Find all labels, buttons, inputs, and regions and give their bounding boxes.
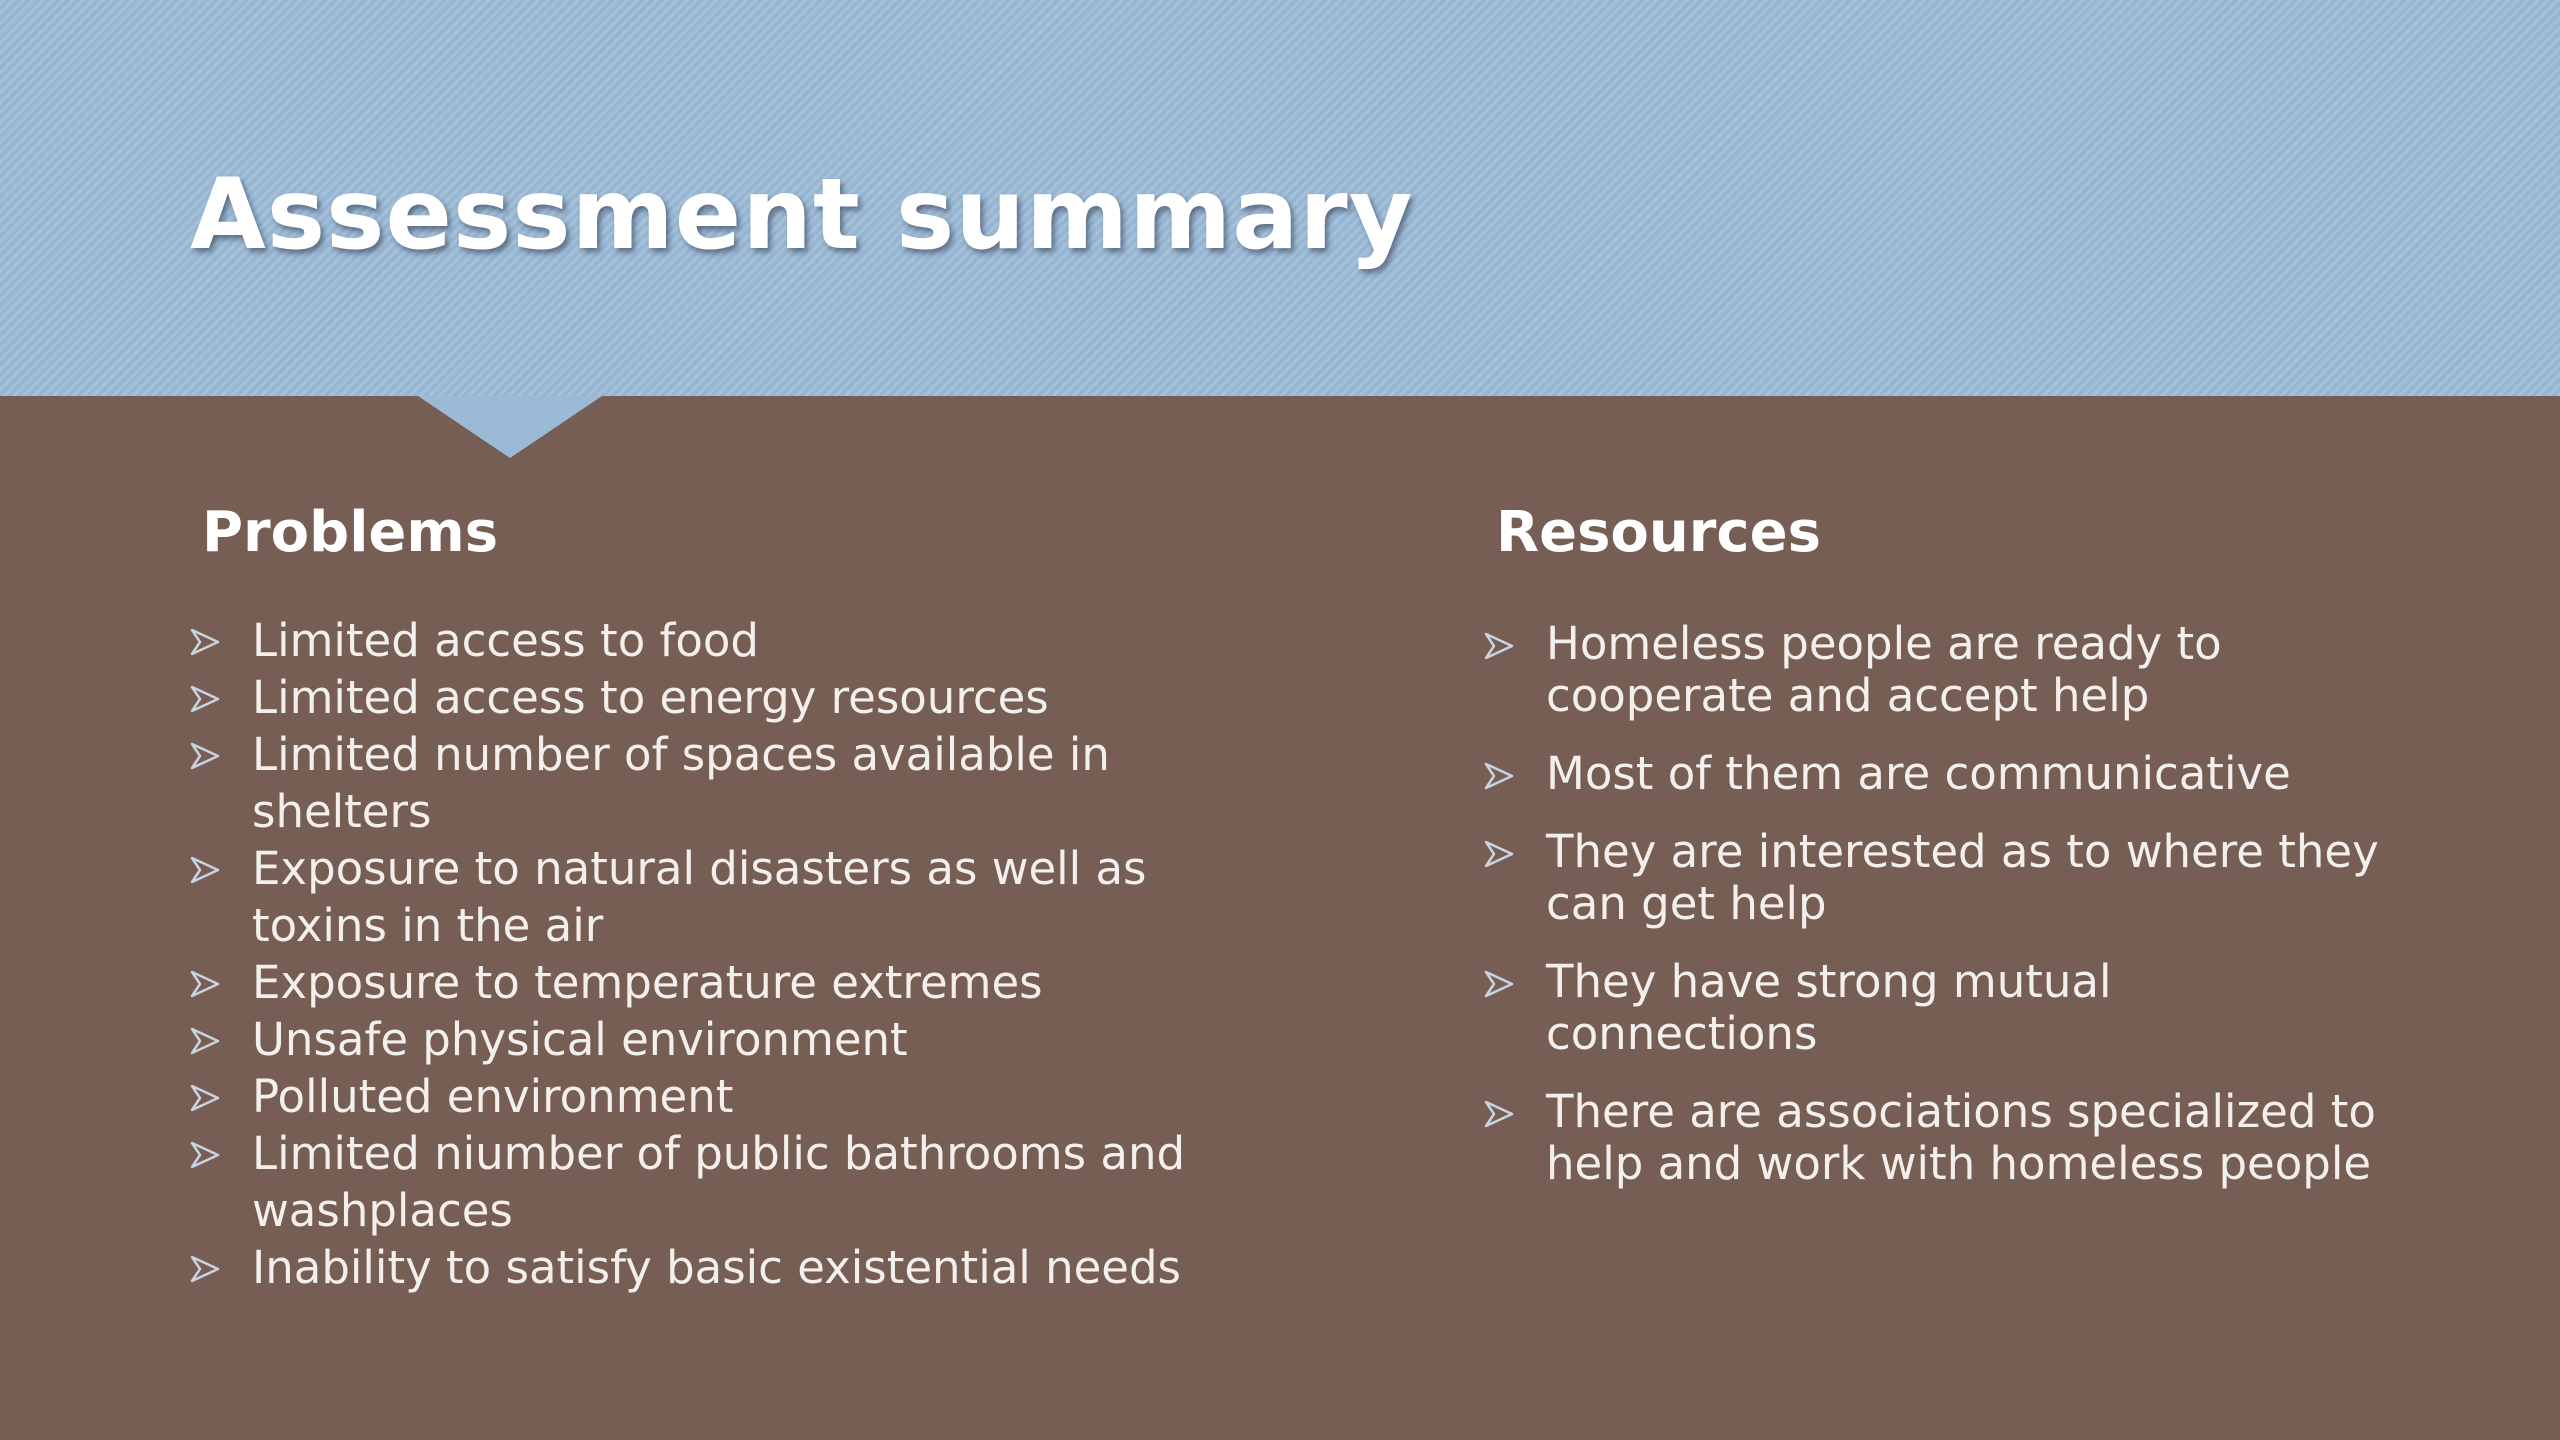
arrowhead-bullet-icon [190,1027,220,1055]
arrowhead-bullet-icon [1484,632,1514,660]
problem-item-text: Limited access to energy resources [252,671,1049,724]
resource-item-text: They have strong mutual connections [1546,955,2112,1060]
banner-notch [418,396,602,458]
arrowhead-bullet-icon [190,1255,220,1283]
arrowhead-bullet-icon [190,1141,220,1169]
problem-item [190,1011,1230,1068]
arrowhead-bullet-icon [1484,1100,1514,1128]
resource-item [1484,826,2384,930]
problem-item-text: Limited access to food [252,614,759,667]
resource-item-text: Most of them are communicative [1546,747,2291,800]
problem-item [190,1068,1230,1125]
resources-heading: Resources [1496,500,1821,565]
problem-item [190,954,1230,1011]
problem-item-text: Limited number of spaces available in shelters [252,728,1110,838]
arrowhead-bullet-icon [190,970,220,998]
problems-list [190,612,1230,1296]
arrowhead-bullet-icon [190,628,220,656]
arrowhead-bullet-icon [1484,970,1514,998]
resource-item [1484,1086,2384,1190]
problems-heading: Problems [202,500,499,565]
slide-title: Assessment summary [190,158,1414,272]
problem-item-text: Exposure to temperature extremes [252,956,1043,1009]
problem-item [190,726,1230,840]
arrowhead-bullet-icon [1484,762,1514,790]
resource-item-text: They are interested as to where they can get help [1546,825,2379,930]
problem-item-text: Unsafe physical environment [252,1013,908,1066]
problem-item-text: Inability to satisfy basic existential needs [252,1241,1181,1294]
arrowhead-bullet-icon [190,742,220,770]
problem-item [190,840,1230,954]
problem-item [190,669,1230,726]
resources-list [1484,618,2384,1216]
resource-item-text: There are associations specialized to help and work with homeless people [1546,1085,2376,1190]
problem-item-text: Limited niumber of public bathrooms and washplaces [252,1127,1186,1237]
resource-item [1484,618,2384,722]
arrowhead-bullet-icon [190,1084,220,1112]
resource-item-text: Homeless people are ready to cooperate and accept help [1546,617,2222,722]
problem-item-text: Polluted environment [252,1070,734,1123]
problem-item [190,1125,1230,1239]
arrowhead-bullet-icon [1484,840,1514,868]
resource-item [1484,956,2384,1060]
resource-item [1484,748,2384,800]
arrowhead-bullet-icon [190,685,220,713]
arrowhead-bullet-icon [190,856,220,884]
problem-item-text: Exposure to natural disasters as well as toxins in the air [252,842,1147,952]
problem-item [190,612,1230,669]
problem-item [190,1239,1230,1296]
